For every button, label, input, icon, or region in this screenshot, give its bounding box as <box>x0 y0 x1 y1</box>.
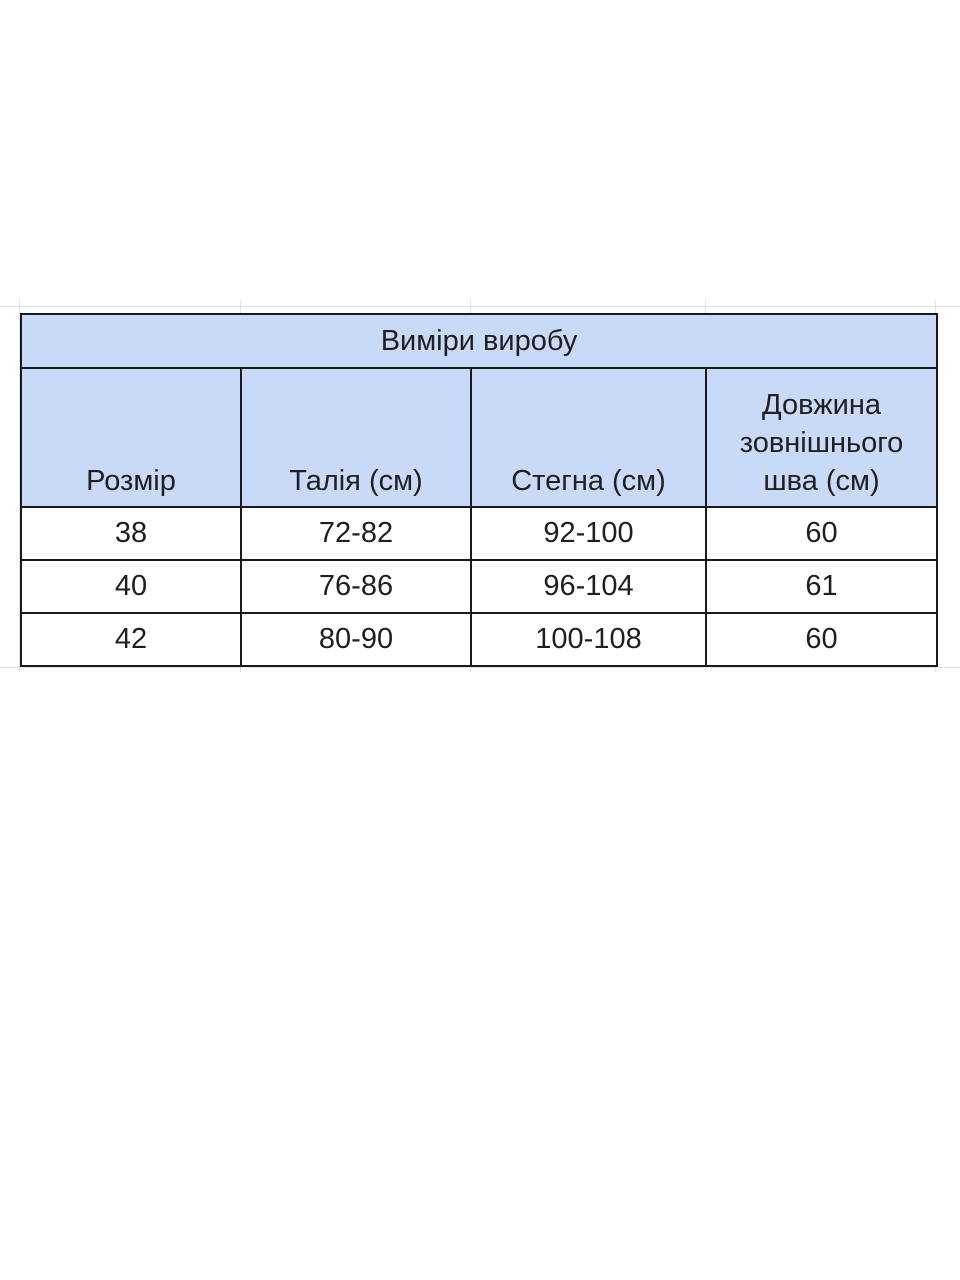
header-hips[interactable]: Стегна (см) <box>471 368 706 507</box>
cell-size[interactable]: 40 <box>21 560 241 613</box>
header-row <box>21 368 937 507</box>
header-waist[interactable]: Талія (см) <box>241 368 471 507</box>
cell-outseam[interactable]: 61 <box>706 560 937 613</box>
table-row <box>21 560 937 613</box>
size-chart-table <box>20 313 938 667</box>
gridline <box>0 306 960 307</box>
cell-hips[interactable]: 100-108 <box>471 613 706 666</box>
table-title[interactable]: Виміри виробу <box>21 314 937 368</box>
gridline <box>240 300 241 314</box>
header-outseam-length[interactable]: Довжина зовнішнього шва (см) <box>706 368 937 507</box>
cell-size[interactable]: 38 <box>21 507 241 560</box>
table-row <box>21 507 937 560</box>
title-row <box>21 314 937 368</box>
table-row <box>21 613 937 666</box>
cell-waist[interactable]: 80-90 <box>241 613 471 666</box>
gridline <box>705 300 706 314</box>
cell-waist[interactable]: 72-82 <box>241 507 471 560</box>
cell-outseam[interactable]: 60 <box>706 507 937 560</box>
cell-outseam[interactable]: 60 <box>706 613 937 666</box>
gridline <box>0 667 960 668</box>
cell-waist[interactable]: 76-86 <box>241 560 471 613</box>
cell-hips[interactable]: 92-100 <box>471 507 706 560</box>
cell-hips[interactable]: 96-104 <box>471 560 706 613</box>
gridline <box>470 300 471 314</box>
header-size[interactable]: Розмір <box>21 368 241 507</box>
cell-size[interactable]: 42 <box>21 613 241 666</box>
